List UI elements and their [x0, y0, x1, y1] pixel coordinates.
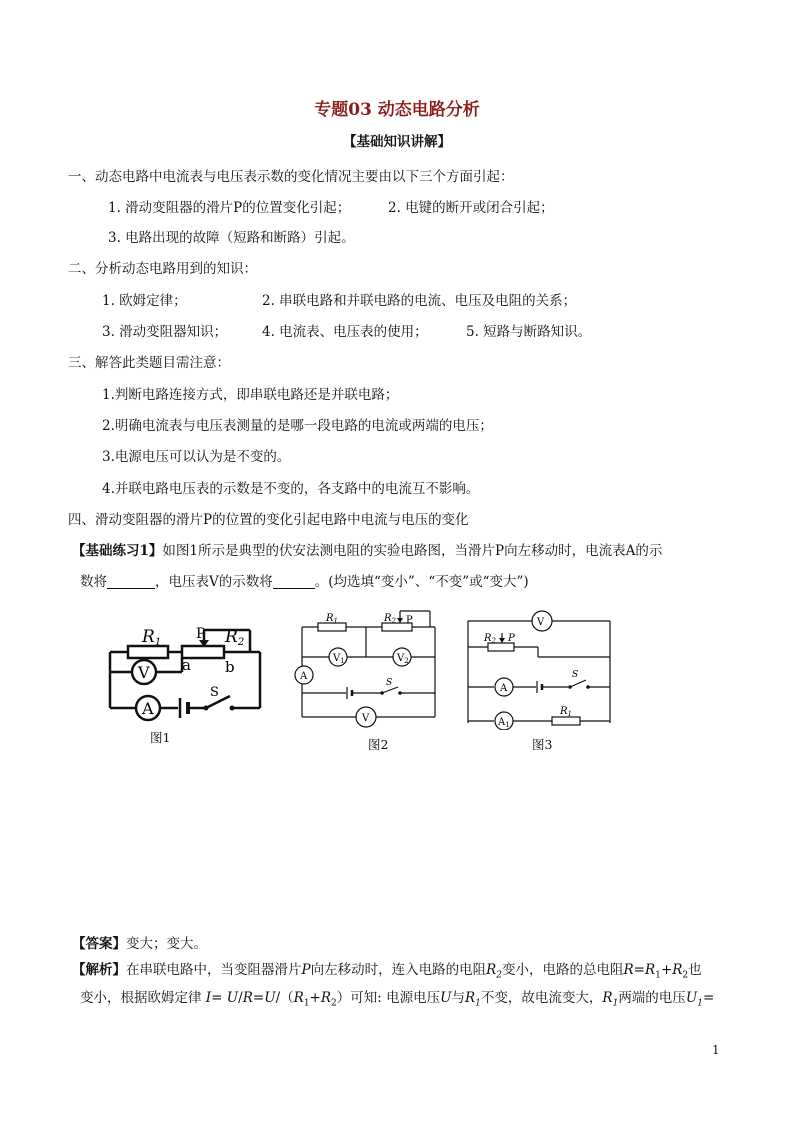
section2-item5: 5. 短路与断路知识。 [466, 324, 592, 340]
fig1-label-v: V [138, 663, 150, 682]
page-number: 1 [712, 1043, 720, 1057]
page-title: 专题03 动态电路分析 [314, 100, 480, 120]
section2-item3: 3. 滑动变阻器知识； [102, 324, 228, 340]
answer-blank-1[interactable] [107, 574, 155, 589]
analysis-var-r2: $R_2$ [486, 962, 502, 981]
exercise-text-2a: 数将 [80, 574, 107, 590]
analysis-var-u: U [440, 990, 452, 1006]
circuit-figure-3 [460, 605, 620, 730]
fig2-label-v1: $V_1$ [333, 653, 345, 665]
analysis-text-2b: 可知: 电源电压 [350, 990, 441, 1006]
answer-label: 【答案】 [72, 936, 126, 952]
fig3-label-a1: $A_1$ [498, 717, 510, 729]
fig1-resistor-r1 [128, 646, 168, 658]
fig1-label-s: S [210, 685, 219, 700]
fig2-label-r2: $R_2$ [384, 613, 396, 625]
fig3-switch [570, 680, 586, 687]
fig2-caption: 图2 [368, 737, 389, 752]
section1-item1: 1. 滑动变阻器的滑片P的位置变化引起； [108, 200, 351, 216]
analysis-formula-ohm: $I= U/R=U/(R_1+R_2)$ [205, 990, 351, 1009]
fig3-resistor-r1 [552, 717, 580, 725]
section1-item2: 2. 电键的断开或闭合引起； [388, 200, 554, 216]
fig2-resistor-r1 [318, 623, 346, 631]
fig1-label-r2: R2 [225, 627, 245, 648]
analysis-var-r1: $R_1$ [465, 990, 481, 1009]
analysis-text-2d: 不变，故电流变大， [480, 990, 603, 1006]
fig2-label-a: A [300, 671, 308, 682]
fig1-label-b: b [225, 658, 235, 676]
analysis-var-u1: $U_1$ [685, 990, 703, 1009]
fig1-label-p: P [196, 626, 206, 642]
fig3-label-r2: $R_2$ [484, 633, 496, 645]
section2-item4: 4. 电流表、电压表的使用； [262, 324, 428, 340]
section3-heading: 三、解答此类题目需注意： [68, 355, 230, 371]
fig3-label-v: V [537, 617, 545, 628]
section4-heading: 四、滑动变阻器的滑片P的位置的变化引起电路中电流与电压的变化 [68, 512, 469, 528]
analysis-var-p: P [301, 962, 311, 978]
analysis-text-1c: 变小，电路的总电阻 [502, 962, 624, 978]
analysis-label: 【解析】 [72, 962, 126, 978]
fig2-label-p: P [406, 615, 413, 626]
answer-text: 变大；变大。 [126, 936, 207, 952]
answer-line [72, 934, 207, 954]
section3-item3: 3.电源电压可以认为是不变的。 [102, 449, 291, 465]
fig1-label-a-meter: A [142, 699, 154, 718]
analysis-line1: 【解析】在串联电路中，当变阻器滑片P向左移动时，连入电路的电阻$R_2$变小，电路的总电阻$R=R_1+R_2$也 [72, 962, 702, 981]
fig3-label-p: P [508, 633, 515, 644]
exercise-line2 [80, 572, 529, 592]
analysis-text-1d: 也 [688, 962, 702, 978]
exercise-text-2b: ，电压表V的示数将 [155, 574, 273, 590]
exercise-line1 [72, 541, 662, 561]
fig2-label-v: V [362, 713, 370, 724]
fig2-label-s: S [386, 678, 393, 688]
exercise-text-2c: 。(均选填“变小”、“不变”或“变大”) [314, 574, 529, 590]
fig3-label-r1: $R_1$ [560, 706, 572, 718]
analysis-text-2c: 与 [451, 990, 465, 1006]
fig1-label-r1: R1 [142, 627, 162, 648]
section1-item3: 3. 电路出现的故障（短路和断路）引起。 [108, 230, 355, 246]
fig3-label-a: A [500, 683, 508, 694]
fig1-caption: 图1 [150, 730, 171, 745]
fig3-caption: 图3 [532, 737, 553, 752]
section-subtitle: 【基础知识讲解】 [343, 134, 451, 150]
fig1-label-a: a [182, 656, 191, 674]
section2-item1: 1. 欧姆定律； [102, 293, 187, 309]
section2-item2: 2. 串联电路和并联电路的电流、电压及电阻的关系； [262, 293, 577, 309]
fig2-label-v2: $V_2$ [397, 653, 409, 665]
section3-item4: 4.并联电路电压表的示数是不变的，各支路中的电流互不影响。 [102, 481, 480, 497]
analysis-text-2a: 变小，根据欧姆定律 [80, 990, 202, 1006]
answer-blank-2[interactable] [273, 574, 315, 589]
analysis-text-2e: 两端的电压 [618, 990, 686, 1006]
analysis-line2: 变小，根据欧姆定律 $I= U/R=U/(R_1+R_2)$可知: 电源电压U与$R_1$不变，故电流变大，$R_1$两端的电压$U_1=$ [80, 990, 715, 1009]
analysis-text-1a: 在串联电路中，当变阻器滑片 [126, 962, 302, 978]
analysis-formula-r: R [623, 962, 634, 978]
fig2-label-r1: $R_1$ [326, 613, 338, 625]
fig3-label-s: S [572, 670, 579, 680]
analysis-text-1b: 向左移动时，连入电路的电阻 [310, 962, 487, 978]
exercise-label: 【基础练习1】 [72, 543, 163, 559]
section1-heading: 一、动态电路中电流表与电压表示数的变化情况主要由以下三个方面引起： [68, 169, 514, 185]
section3-item2: 2.明确电流表与电压表测量的是哪一段电路的电流或两端的电压； [102, 418, 493, 434]
section2-heading: 二、分析动态电路用到的知识： [68, 261, 257, 277]
circuit-figure-2 [290, 605, 445, 735]
circuit-figure-1 [100, 620, 270, 725]
analysis-var-r1b: $R_1$ [602, 990, 619, 1009]
exercise-text-line1: 如图1所示是典型的伏安法测电阻的实验电路图，当滑片P向左移动时，电流表A的示 [162, 543, 663, 559]
section3-item1: 1.判断电路连接方式，即串联电路还是并联电路； [102, 387, 399, 403]
